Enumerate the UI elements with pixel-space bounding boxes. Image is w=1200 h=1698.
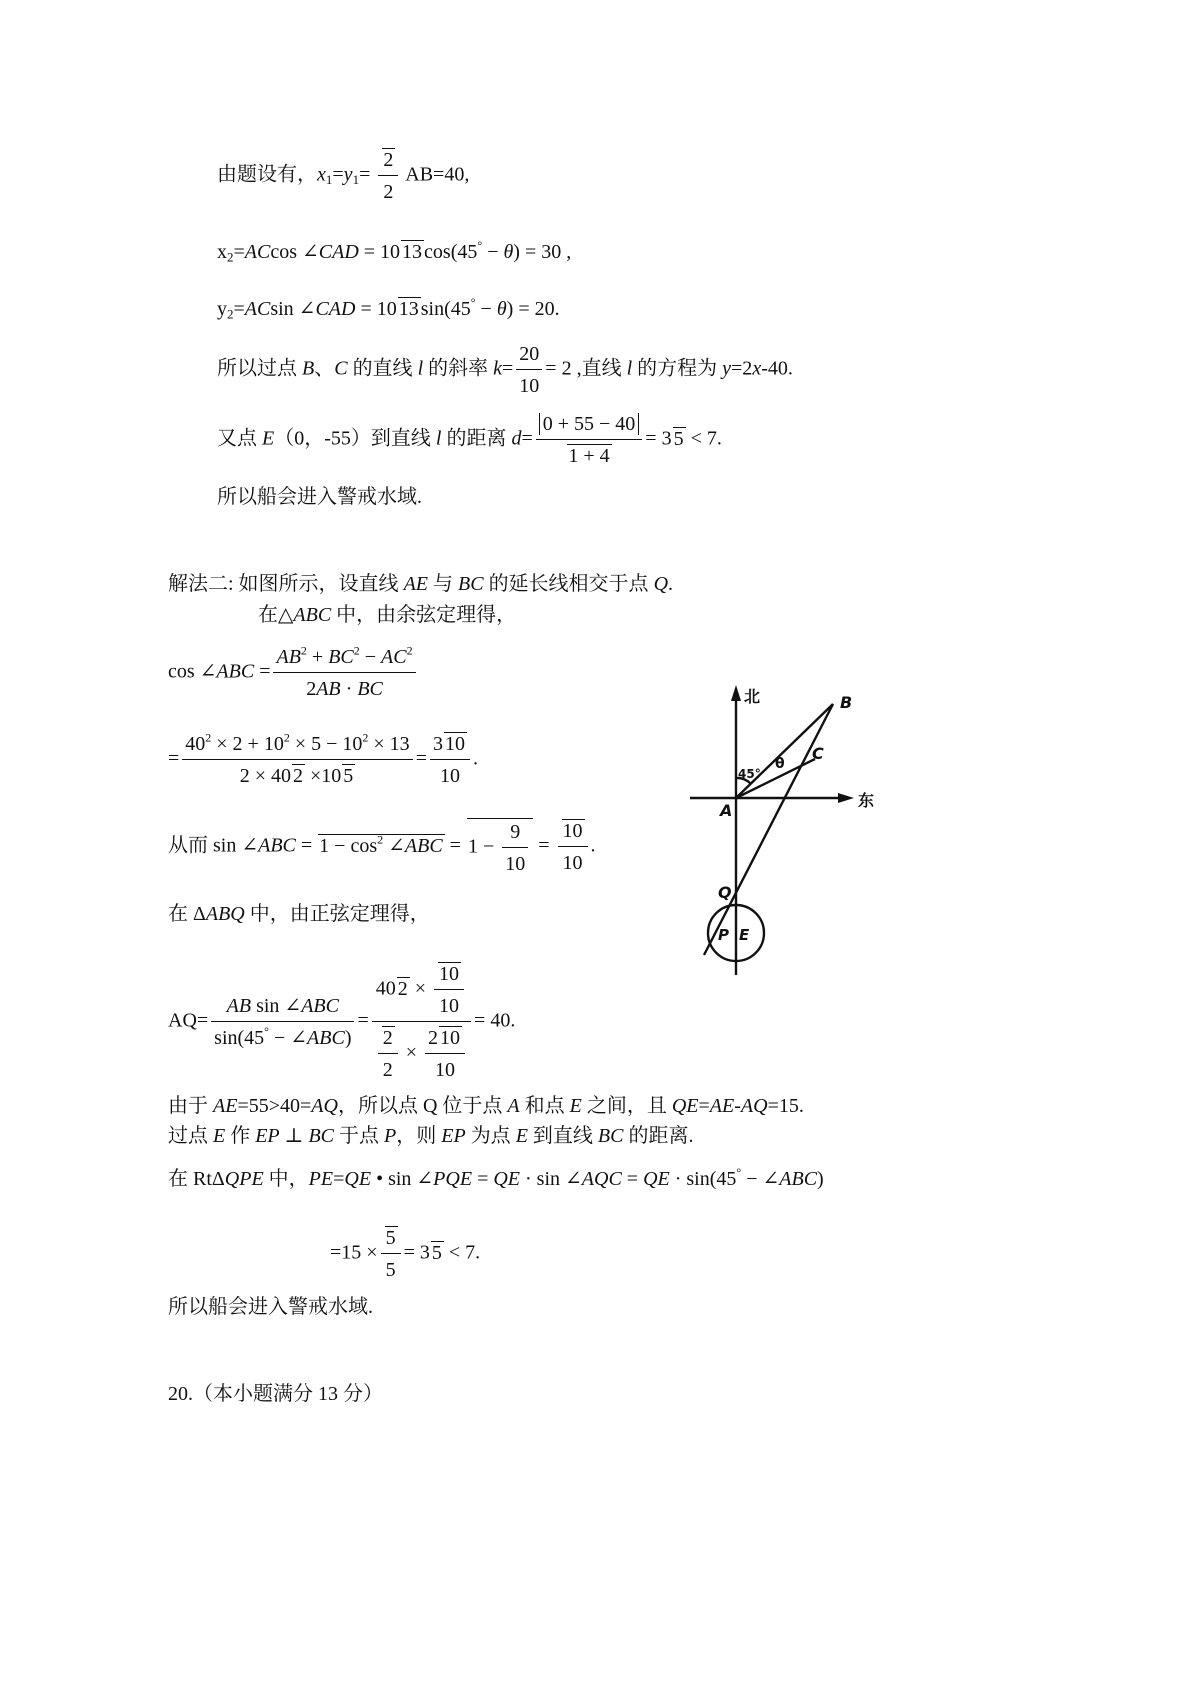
label-b: B xyxy=(840,693,853,712)
text: 的距离. xyxy=(628,1125,694,1147)
north-label: 北 xyxy=(744,687,761,706)
text: 由题设有， xyxy=(217,163,317,186)
sol2-rt-line: 在 RtΔQPE 中，PE=QE • sin ∠PQE = QE · sin ∠AQC = QE · sin(45° − ∠ABC) xyxy=(168,1165,824,1190)
label-a: A xyxy=(720,801,733,820)
label-e: E xyxy=(739,926,750,944)
question-20-header: 20.（本小题满分 13 分） xyxy=(168,1383,383,1405)
sol2-intro2: 在△ABC 中，由余弦定理得， xyxy=(258,604,517,626)
text: 中，由余弦定理得， xyxy=(336,604,517,626)
text: 到直线 xyxy=(532,1125,593,1147)
text: AB=40, xyxy=(405,163,470,186)
sol1-distance: 又点 E（0，-55）到直线 l 的距离 d= $\frac{0 + 55 - 40}{1 + 4}$ = 3 5 < 7. xyxy=(217,413,722,467)
text: 之间，且 xyxy=(586,1095,667,1117)
sol1-x2: $x_2=ACcos$ ∠CAD = 10 13 cos(45° − θ) = 30 , xyxy=(217,238,572,265)
sol2-abq: 在 ΔABQ 中，由正弦定理得， xyxy=(168,903,430,925)
text: ，则 xyxy=(396,1125,437,1147)
sol2-aq: AQ= $\frac{\text{AB sin ∠ABC}}{\sin(45^\circ - \angle ABC)}$ = 40 2 × $\frac{10}{10}$ $\frac{2}{2}$ × $\frac{2 10}{10}$ = 40. xyxy=(168,963,516,1081)
text: 作 xyxy=(230,1125,251,1147)
line-bc-extended xyxy=(704,704,833,955)
sol2-cos-formula: cos ∠ABC = $\frac{AB^2 + BC^2 - AC^2}{2AB \cdot BC}$ xyxy=(168,645,419,701)
label-45-degrees: 45° xyxy=(738,767,761,781)
sol1-line1: 由题设有，$x_1=y_1=$ $\frac{2}{2}$ AB=40, xyxy=(217,149,470,203)
text: 在 xyxy=(168,903,188,925)
text: 由于 xyxy=(168,1095,208,1117)
north-arrow-icon xyxy=(731,685,741,701)
text: 于点 xyxy=(339,1125,380,1147)
sol2-intro: 解法二: 如图所示，设直线 AE 与 BC 的延长线相交于点 Q. xyxy=(168,573,674,595)
text: 中，由正弦定理得， xyxy=(249,903,430,925)
text: 在 Rt xyxy=(168,1168,212,1190)
sol2-ep-line: 过点 E 作 EP ⊥ BC 于点 P，则 EP 为点 E 到直线 BC 的距离. xyxy=(168,1125,694,1147)
sol1-slope: 所以过点 B、C 的直线 l 的斜率 k= $\frac{20}{10}$ = 2 ,直线 l 的方程为 y=2x-40. xyxy=(217,343,793,397)
label-c: C xyxy=(812,744,824,763)
sol2-sin-value: 从而 sin ∠ABC = $1 - \cos^2$ ∠ABC = 1 − $\frac{9}{10}$ = $\frac{10}{10}$ . xyxy=(168,820,596,875)
sol2-cos-value: = $\frac{40^2 \times 2 + 10^2 \times 5 - 10^2 \times 13}{2 \times 40 2 \times 10 5}$ = $\frac{3 10}{10}$ . xyxy=(168,730,478,787)
east-label: 东 xyxy=(858,791,875,810)
sol1-y2: $y_2=ACsin$ ∠CAD = 10 13 sin(45° − θ) = 20. xyxy=(217,295,560,322)
text: 解法二: 如图所示，设直线 xyxy=(168,573,399,595)
text: 为点 xyxy=(470,1125,511,1147)
east-arrow-icon xyxy=(838,793,854,803)
sol2-conclusion: 所以船会进入警戒水域. xyxy=(168,1296,373,1318)
text: 在△ xyxy=(258,604,294,626)
label-p: P xyxy=(718,926,729,944)
sol1-conclusion: 所以船会进入警戒水域. xyxy=(217,486,422,508)
label-q: Q xyxy=(718,883,732,902)
sol2-ae-line: 由于 AE=55>40=AQ，所以点 Q 位于点 A 和点 E 之间，且 QE=AE-AQ=15. xyxy=(168,1095,804,1117)
text: 过点 xyxy=(168,1125,208,1147)
text: ，所以点 Q 位于点 xyxy=(337,1095,503,1117)
sol2-pe-value: =15 × $\frac{5}{5}$ = 3 5 < 7. xyxy=(330,1227,481,1281)
label-theta: θ xyxy=(775,756,785,772)
text: 和点 xyxy=(524,1095,565,1117)
